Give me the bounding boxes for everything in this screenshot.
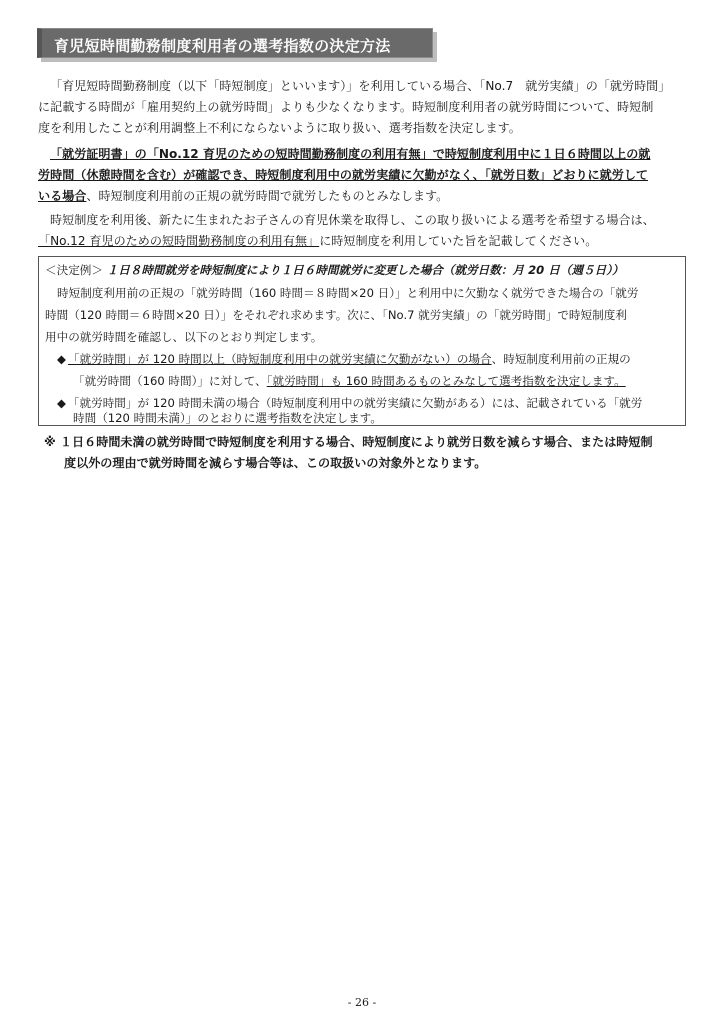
maternity-line-1: 時短制度を利用後、新たに生まれたお子さんの育児休業を取得し、この取り扱いによる選考を希望する場合は、 bbox=[50, 213, 655, 227]
example-case-1-line-1 bbox=[57, 350, 631, 368]
page-number: - 26 - bbox=[347, 996, 377, 1009]
section-title: 育児短時間勤務制度利用者の選考指数の決定方法 bbox=[54, 37, 391, 55]
diamond-bullet-icon: ◆ bbox=[57, 396, 66, 410]
rule-line-1: 「就労証明書」の「No.12 育児のための短時間勤務制度の利用有無」で時短制度利用中に１日６時間以上の就 bbox=[50, 147, 651, 161]
example-box bbox=[38, 256, 686, 426]
note-line-2: 度以外の理由で就労時間を減らす場合等は、この取扱いの対象外となります。 bbox=[64, 456, 487, 470]
example-title: １日８時間就労を時短制度により１日６時間就労に変更した場合（就労日数：月 20 日（週５日）） bbox=[106, 263, 624, 277]
case-1-hours: 「就労時間（160 時間）」に対して、 bbox=[73, 374, 267, 388]
form-item-reference: 「No.12 育児のための短時間勤務制度の利用有無」 bbox=[38, 234, 320, 248]
example-body-line-3: 用中の就労時間を確認し、以下のとおり判定します。 bbox=[45, 330, 323, 344]
heading-banner bbox=[37, 28, 433, 58]
intro-line-1: 「育児短時間勤務制度（以下「時短制度」といいます）」を利用している場合、「No.7 就労実績」の「就労時間」 bbox=[50, 79, 671, 93]
note-line-1: ※ １日６時間未満の就労時間で時短制度を利用する場合、時短制度により就労日数を減らす場合、または時短制 bbox=[44, 435, 653, 449]
example-label: ＜決定例＞ bbox=[45, 263, 103, 277]
case-2-condition: 「就労時間」が 120 時間未満の場合（時短制度利用中の就労実績に欠勤がある）には、記載されている「就労 bbox=[67, 396, 643, 410]
rule-line-2: 労時間（休憩時間を含む）が確認でき、時短制度利用中の就労実績に欠勤がなく、「就労日数」どおりに就労して bbox=[38, 168, 649, 182]
intro-line-2: に記載する時間が「雇用契約上の就労時間」よりも少なくなります。時短制度利用者の就労時間について、時短制 bbox=[38, 100, 654, 114]
maternity-line-2-rest: に時短制度を利用していた旨を記載してください。 bbox=[319, 234, 598, 248]
case-1-result: 「就労時間」も 160 時間あるものとみなして選考指数を決定します。 bbox=[266, 374, 626, 388]
diamond-bullet-icon: ◆ bbox=[57, 352, 66, 366]
example-body-line-2: 時間（120 時間＝６時間×20 日）」をそれぞれ求めます。次に、「No.7 就労実績」の「就労時間」で時短制度利 bbox=[45, 308, 627, 322]
example-case-2-line-2: 時間（120 時間未満）」のとおりに選考指数を決定します。 bbox=[73, 411, 382, 425]
exclusion-note bbox=[44, 432, 692, 474]
rule-line-3-emphasis: いる場合 bbox=[38, 189, 87, 203]
section-heading bbox=[37, 28, 437, 64]
case-1-continuation: 、時短制度利用前の正規の bbox=[491, 352, 631, 366]
maternity-line-2 bbox=[38, 231, 686, 252]
example-body-line-1: 時短制度利用前の正規の「就労時間（160 時間＝８時間×20 日）」と利用中に欠勤なく就労できた場合の「就労 bbox=[57, 286, 639, 300]
rule-paragraph bbox=[38, 144, 686, 207]
example-case-1-line-2 bbox=[73, 372, 626, 390]
case-1-condition: 「就労時間」が 120 時間以上（時短制度利用中の就労実績に欠勤がない）の場合 bbox=[67, 352, 492, 366]
intro-paragraph bbox=[38, 76, 686, 139]
maternity-paragraph bbox=[38, 210, 686, 252]
rule-line-3 bbox=[38, 186, 686, 207]
rule-line-3-rest: 、時短制度利用前の正規の就労時間で就労したものとみなします。 bbox=[86, 189, 449, 203]
example-heading bbox=[45, 261, 624, 279]
intro-line-3: 度を利用したことが利用調整上不利にならないように取り扱い、選考指数を決定します。 bbox=[38, 121, 521, 135]
